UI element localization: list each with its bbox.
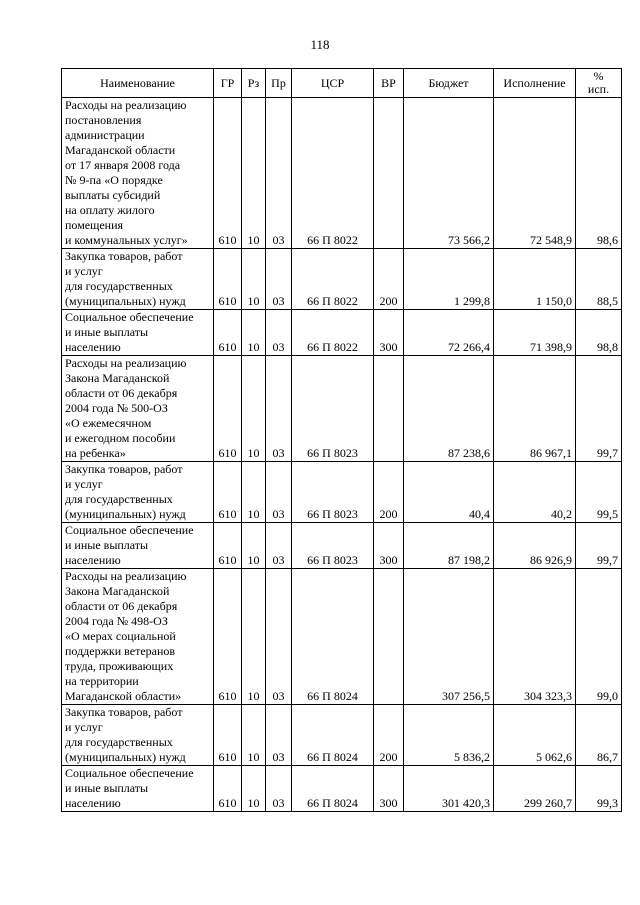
- cell-csr: 66 П 8023: [292, 356, 374, 462]
- cell-rz: 10: [242, 356, 266, 462]
- table-row: [62, 462, 622, 523]
- cell-pr: 03: [266, 310, 292, 356]
- header-percent-symbol: %: [593, 69, 604, 83]
- cell-gr: 610: [214, 705, 242, 766]
- cell-execution: 304 323,3: [494, 569, 576, 705]
- header-gr: ГР: [214, 69, 242, 98]
- cell-rz: 10: [242, 523, 266, 569]
- cell-name: Закупка товаров, работ и услуг для государственных (муниципальных) нужд: [62, 705, 214, 766]
- header-execution: Исполнение: [494, 69, 576, 98]
- cell-pr: 03: [266, 523, 292, 569]
- table-row: [62, 766, 622, 812]
- cell-budget: 73 566,2: [404, 98, 494, 249]
- table-header-row: [62, 69, 622, 98]
- header-percent-label: исп.: [587, 82, 610, 96]
- cell-gr: 610: [214, 356, 242, 462]
- table-row: [62, 98, 622, 249]
- cell-execution: 40,2: [494, 462, 576, 523]
- cell-budget: 1 299,8: [404, 249, 494, 310]
- cell-rz: 10: [242, 98, 266, 249]
- cell-execution: 71 398,9: [494, 310, 576, 356]
- cell-gr: 610: [214, 569, 242, 705]
- cell-budget: 40,4: [404, 462, 494, 523]
- cell-rz: 10: [242, 569, 266, 705]
- cell-vr: 200: [374, 249, 404, 310]
- cell-budget: 301 420,3: [404, 766, 494, 812]
- cell-pr: 03: [266, 705, 292, 766]
- cell-name: Закупка товаров, работ и услуг для государственных (муниципальных) нужд: [62, 249, 214, 310]
- cell-csr: 66 П 8022: [292, 249, 374, 310]
- header-budget: Бюджет: [404, 69, 494, 98]
- cell-gr: 610: [214, 249, 242, 310]
- cell-pct: 98,8: [576, 310, 622, 356]
- cell-csr: 66 П 8024: [292, 705, 374, 766]
- header-csr: ЦСР: [292, 69, 374, 98]
- cell-execution: 299 260,7: [494, 766, 576, 812]
- cell-pct: 99,3: [576, 766, 622, 812]
- cell-gr: 610: [214, 523, 242, 569]
- cell-name: Социальное обеспечение и иные выплаты населению: [62, 523, 214, 569]
- cell-pct: 99,7: [576, 356, 622, 462]
- cell-pr: 03: [266, 766, 292, 812]
- cell-pct: 86,7: [576, 705, 622, 766]
- cell-budget: 5 836,2: [404, 705, 494, 766]
- cell-pct: 99,7: [576, 523, 622, 569]
- cell-vr: 300: [374, 523, 404, 569]
- cell-vr: 200: [374, 462, 404, 523]
- cell-pr: 03: [266, 569, 292, 705]
- header-name: Наименование: [62, 69, 214, 98]
- cell-budget: 307 256,5: [404, 569, 494, 705]
- table-row: [62, 569, 622, 705]
- cell-budget: 87 238,6: [404, 356, 494, 462]
- cell-execution: 86 967,1: [494, 356, 576, 462]
- cell-csr: 66 П 8022: [292, 310, 374, 356]
- cell-rz: 10: [242, 310, 266, 356]
- cell-pr: 03: [266, 249, 292, 310]
- cell-pct: 99,5: [576, 462, 622, 523]
- header-percent: [576, 69, 622, 98]
- cell-csr: 66 П 8024: [292, 569, 374, 705]
- cell-rz: 10: [242, 766, 266, 812]
- cell-name: Расходы на реализацию постановления администрации Магаданской области от 17 января 2008 года № 9-па «О порядке выплаты субсидий на оплату жилого помещения и коммунальных услуг»: [62, 98, 214, 249]
- cell-pct: 99,0: [576, 569, 622, 705]
- table-body: [62, 98, 622, 812]
- cell-gr: 610: [214, 310, 242, 356]
- cell-vr: [374, 356, 404, 462]
- cell-name: Расходы на реализацию Закона Магаданской области от 06 декабря 2004 года № 500-ОЗ «О ежемесячном и ежегодном пособии на ребенка»: [62, 356, 214, 462]
- table-row: [62, 356, 622, 462]
- cell-csr: 66 П 8024: [292, 766, 374, 812]
- page-number: 118: [310, 37, 330, 52]
- cell-budget: 72 266,4: [404, 310, 494, 356]
- cell-vr: [374, 98, 404, 249]
- cell-rz: 10: [242, 705, 266, 766]
- header-pr: Пр: [266, 69, 292, 98]
- cell-pct: 98,6: [576, 98, 622, 249]
- cell-vr: 300: [374, 310, 404, 356]
- cell-rz: 10: [242, 249, 266, 310]
- cell-budget: 87 198,2: [404, 523, 494, 569]
- cell-gr: 610: [214, 766, 242, 812]
- cell-vr: [374, 569, 404, 705]
- table-row: [62, 705, 622, 766]
- cell-execution: 72 548,9: [494, 98, 576, 249]
- cell-pr: 03: [266, 98, 292, 249]
- cell-vr: 200: [374, 705, 404, 766]
- cell-vr: 300: [374, 766, 404, 812]
- cell-name: Социальное обеспечение и иные выплаты населению: [62, 310, 214, 356]
- cell-gr: 610: [214, 98, 242, 249]
- cell-pr: 03: [266, 356, 292, 462]
- cell-csr: 66 П 8022: [292, 98, 374, 249]
- table-row: [62, 249, 622, 310]
- cell-rz: 10: [242, 462, 266, 523]
- cell-csr: 66 П 8023: [292, 462, 374, 523]
- header-vr: ВР: [374, 69, 404, 98]
- cell-pr: 03: [266, 462, 292, 523]
- table-row: [62, 310, 622, 356]
- cell-pct: 88,5: [576, 249, 622, 310]
- header-rz: Рз: [242, 69, 266, 98]
- cell-name: Закупка товаров, работ и услуг для государственных (муниципальных) нужд: [62, 462, 214, 523]
- cell-csr: 66 П 8023: [292, 523, 374, 569]
- cell-name: Социальное обеспечение и иные выплаты населению: [62, 766, 214, 812]
- budget-execution-table: [61, 68, 622, 812]
- cell-gr: 610: [214, 462, 242, 523]
- cell-execution: 5 062,6: [494, 705, 576, 766]
- table-row: [62, 523, 622, 569]
- cell-execution: 1 150,0: [494, 249, 576, 310]
- cell-name: Расходы на реализацию Закона Магаданской области от 06 декабря 2004 года № 498-ОЗ «О мерах социальной поддержки ветеранов труда, проживающих на территории Магаданской области»: [62, 569, 214, 705]
- cell-execution: 86 926,9: [494, 523, 576, 569]
